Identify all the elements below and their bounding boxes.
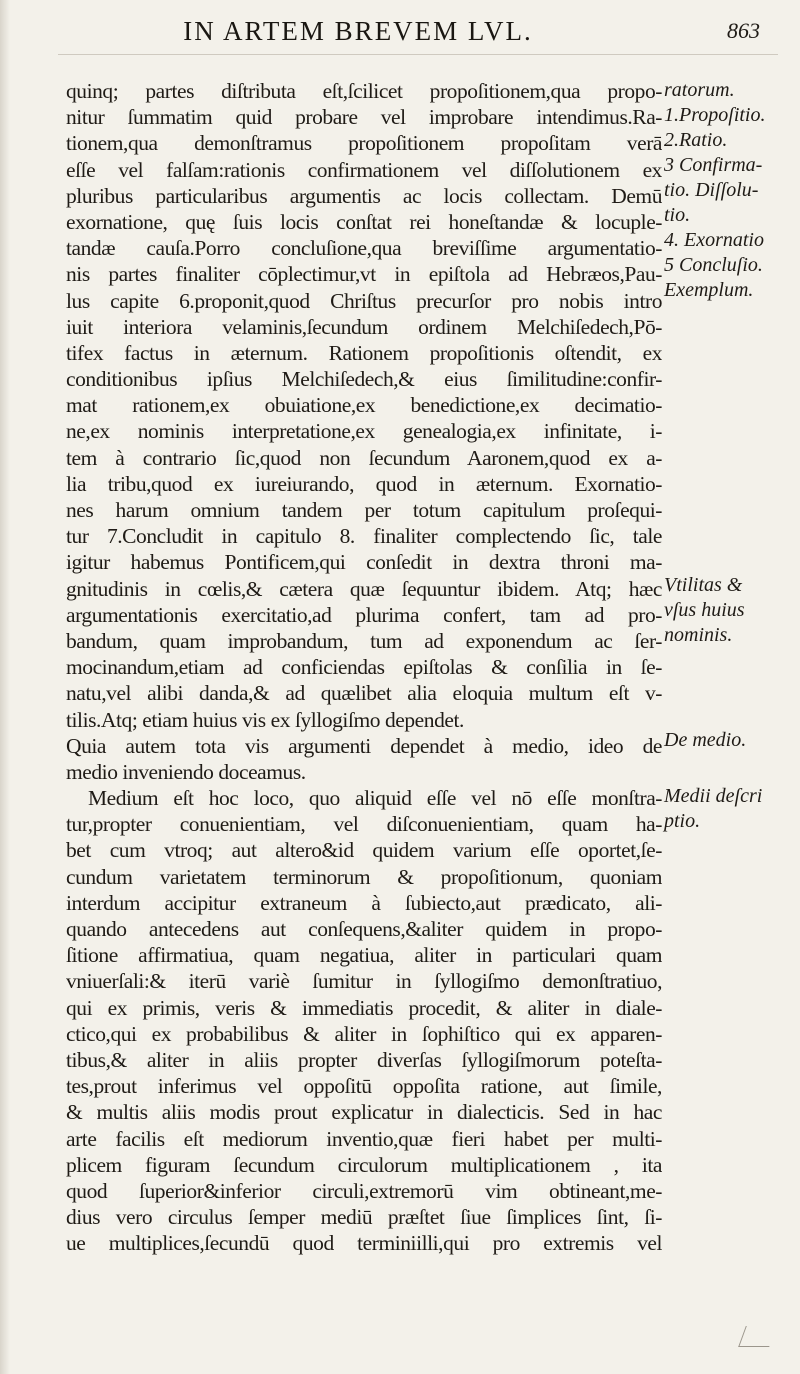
margin-note-line: 5 Concluſio.: [664, 254, 763, 276]
margin-note-line: 3 Confirma-: [664, 154, 763, 176]
text-line: lia tribu,quod ex iureiurando, quod in æternum. Exornatio-: [66, 471, 662, 496]
text-line: mocinandum,etiam ad conficiendas epiſtolas & conſilia in ſe-: [66, 655, 662, 680]
text-line: bandum, quam improbandum, tum ad exponendum ac ſer-: [66, 628, 662, 653]
header-rule: [58, 54, 778, 55]
margin-note-line: tio. Diſſolu-: [664, 179, 759, 201]
text-line: bet cum vtroq; aut altero&id quidem varium eſſe oportet,ſe-: [66, 838, 662, 863]
margin-note-vtilitas: [664, 573, 796, 648]
text-line: exornatione, quę ſuis locis conſtat rei honeſtandæ & locuple-: [66, 209, 662, 234]
margin-note-line: nominis.: [664, 624, 733, 646]
text-line: mat rationem,ex obuiatione,ex benedictione,ex decimatio-: [66, 393, 662, 418]
margin-note-line: ratorum.: [664, 79, 735, 101]
text-line: gnitudinis in cœlis,& cætera quæ ſequuntur ibidem. Atq; hæc: [66, 576, 662, 601]
text-line: nitur ſummatim quid probare vel improbare intendimus.Ra-: [66, 105, 662, 130]
text-line: nis partes finaliter cōplectimur,vt in epiſtola ad Hebræos,Pau-: [66, 262, 662, 287]
margin-note-line: 2.Ratio.: [664, 129, 728, 151]
margin-note-line: ptio.: [664, 810, 701, 832]
text-line: quod ſuperior&inferior circuli,extremorū vim obtineant,me-: [66, 1178, 662, 1203]
text-line: pluribus particularibus argumentis ac locis collectam. Demū: [66, 183, 662, 208]
text-line: plicem figuram ſecundum circulorum multiplicationem , ita: [66, 1152, 662, 1177]
text-line: tibus,& aliter in aliis propter diverſas ſyllogiſmorum poteſta-: [66, 1047, 662, 1072]
text-line: quinq; partes diſtributa eſt,ſcilicet propoſitionem,qua propo-: [66, 79, 662, 103]
text-line: lus capite 6.proponit,quod Chriſtus precurſor pro nobis intro: [66, 288, 662, 313]
text-line: tifex factus in æternum. Rationem propoſitionis oſtendit, ex: [66, 340, 662, 365]
text-line: ue multiplices,ſecundū quod terminiilli,qui pro extremis vel: [66, 1231, 662, 1256]
margin-note-line: Exemplum.: [664, 279, 754, 301]
text-line: ctico,qui ex probabilibus & aliter in ſophiſtico qui ex apparen-: [66, 1021, 662, 1046]
running-header: [0, 16, 800, 56]
text-line: ne,ex nominis interpretatione,ex genealogia,ex infinitate, i-: [66, 419, 662, 444]
ink-mark: [738, 1326, 777, 1347]
text-line: dius vero circulus ſemper mediū præſtet ſiue ſimplices ſint, ſi-: [66, 1205, 662, 1230]
margin-note-line: Vtilitas &: [664, 574, 743, 596]
main-text-block: [66, 78, 662, 1256]
text-line: tionem,qua demonſtramus propoſitionem propoſitam verā: [66, 131, 662, 156]
text-line: tem à contrario ſic,quod non ſecundum Aaronem,quod ex a-: [66, 445, 662, 470]
text-line: vniuerſali:& iterū variè ſumitur in ſyllogiſmo demonſtratiuo,: [66, 969, 662, 994]
text-line: cundum varietatem terminorum & propoſitionum, quoniam: [66, 864, 662, 889]
text-line: eſſe vel falſam:rationis confirmationem vel diſſolutionem ex: [66, 157, 662, 182]
page-number: 863: [727, 18, 760, 43]
text-line: & multis aliis modis prout explicatur in dialecticis. Sed in hac: [66, 1100, 662, 1125]
text-line: igitur habemus Pontificem,qui conſedit in dextra throni ma-: [66, 550, 662, 575]
text-line: medio inveniendo doceamus.: [66, 759, 306, 784]
text-line: arte facilis eſt mediorum inventio,quæ fieri habet per multi-: [66, 1126, 662, 1151]
text-line: natu,vel alibi danda,& ad quælibet alia eloquia multum eſt v-: [66, 681, 662, 706]
margin-note-line: Medii deſcri: [664, 785, 763, 807]
text-line: interdum accipitur extraneum à ſubiecto,aut prædicato, ali-: [66, 890, 662, 915]
running-title: IN ARTEM BREVEM LVL.: [183, 16, 533, 46]
text-line: qui ex primis, veris & immediatis procedit, & aliter in diale-: [66, 995, 662, 1020]
margin-note-line: 1.Propoſitio.: [664, 104, 766, 126]
text-line: ſitione affirmatiua, quam negatiua, aliter in particulari quam: [66, 943, 662, 968]
text-line: quando antecedens aut conſequens,&aliter quidem in propo-: [66, 917, 662, 941]
margin-note-de-medio: [664, 728, 796, 753]
margin-note-line: 4. Exornatio: [664, 229, 764, 251]
text-line: nes harum omnium tandem per totum capitulum proſequi-: [66, 498, 662, 522]
margin-note-line: tio.: [664, 204, 691, 226]
text-line: Quia autem tota vis argumenti dependet à medio, ideo de: [66, 733, 662, 758]
text-line: iuit interiora velaminis,ſecundum ordinem Melchiſedech,Pō-: [66, 314, 662, 339]
margin-note-medii-descriptio: [664, 784, 796, 834]
text-line: tur,propter conuenientiam, vel diſconuenientiam, quam ha-: [66, 812, 662, 837]
text-line: tilis.Atq; etiam huius vis ex ſyllogiſmo dependet.: [66, 707, 464, 732]
text-line: argumentationis exercitatio,ad plurima confert, tam ad pro-: [66, 602, 662, 627]
margin-note-line: vſus huius: [664, 599, 745, 621]
page-edge-shadow: [0, 0, 10, 1374]
text-line: tes,prout inferimus vel oppoſitū oppoſita ratione, aut ſimile,: [66, 1074, 662, 1099]
text-line: tandæ cauſa.Porro concluſione,qua breviſſime argumentatio-: [66, 236, 662, 261]
text-line: conditionibus ipſius Melchiſedech,& eius ſimilitudine:confir-: [66, 367, 662, 392]
margin-note-partes: [664, 78, 796, 303]
text-line: Medium eſt hoc loco, quo aliquid eſſe vel nō eſſe monſtra-: [88, 786, 662, 811]
text-line: tur 7.Concludit in capitulo 8. finaliter complectendo ſic, tale: [66, 524, 662, 549]
margin-note-line: De medio.: [664, 729, 747, 751]
